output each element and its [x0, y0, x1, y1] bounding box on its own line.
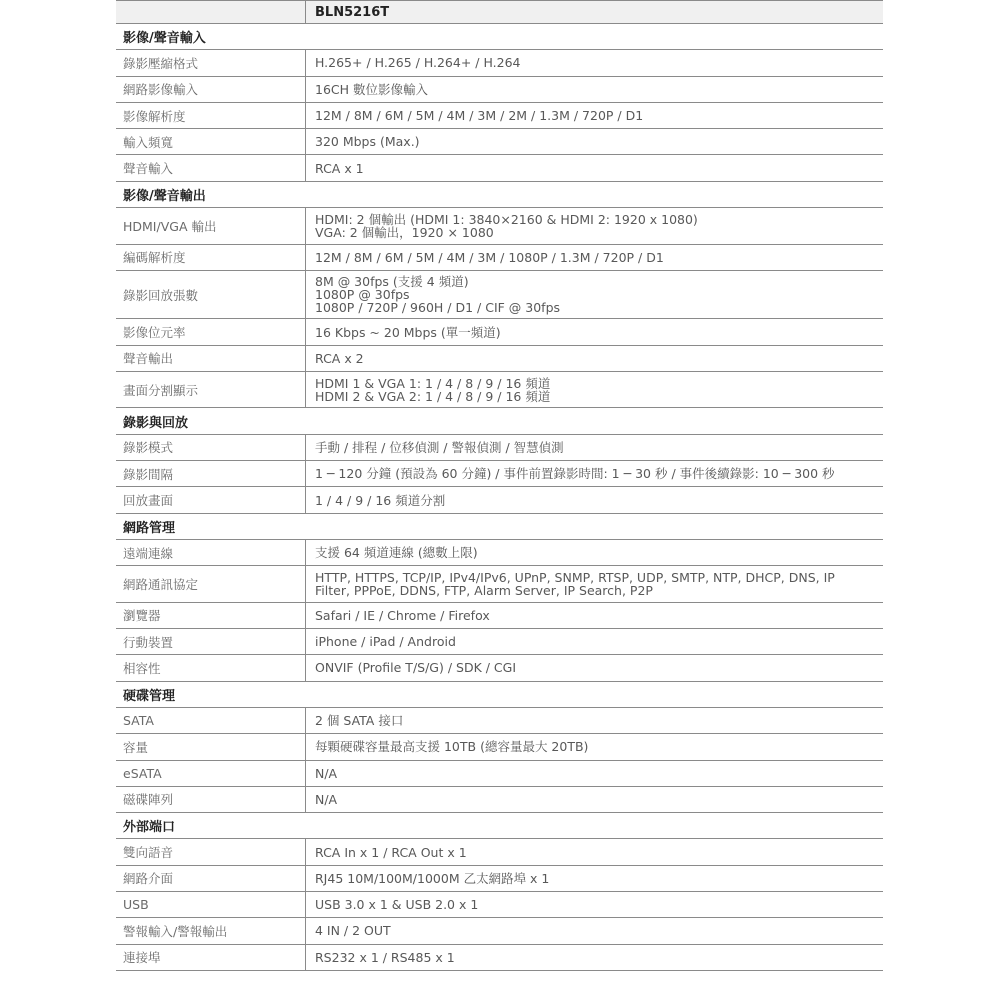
spec-value	[306, 603, 883, 628]
spec-label: SATA	[116, 708, 306, 733]
spec-value-line: 1 / 4 / 9 / 16 頻道分割	[315, 492, 446, 508]
spec-value	[306, 372, 883, 408]
spec-value-line: 8M @ 30fps (支援 4 頻道)	[315, 274, 469, 290]
spec-value-line: RS232 x 1 / RS485 x 1	[315, 949, 455, 965]
spec-row	[116, 787, 883, 813]
spec-label: HDMI/VGA 輸出	[116, 208, 306, 244]
spec-value-line: 支援 64 頻道連線 (總數上限)	[315, 545, 478, 561]
header-empty-cell	[116, 1, 306, 23]
spec-value-line: Filter, PPPoE, DDNS, FTP, Alarm Server, IP Search, P2P	[315, 583, 653, 598]
spec-value	[306, 708, 883, 733]
spec-value	[306, 461, 883, 486]
spec-label: 雙向語音	[116, 839, 306, 864]
spec-value-line: 4 IN / 2 OUT	[315, 923, 391, 939]
spec-label: 錄影模式	[116, 435, 306, 460]
spec-row	[116, 945, 883, 971]
model-name: BLN5216T	[315, 4, 390, 20]
spec-label: USB	[116, 892, 306, 917]
spec-label: 錄影回放張數	[116, 271, 306, 319]
table-header-row	[116, 0, 883, 24]
spec-row	[116, 540, 883, 566]
spec-value-line: HDMI: 2 個輸出 (HDMI 1: 3840×2160 & HDMI 2: 1920 x 1080)	[315, 211, 698, 227]
spec-label: 網路影像輸入	[116, 77, 306, 102]
spec-row	[116, 487, 883, 513]
spec-label: 遠端連線	[116, 540, 306, 565]
spec-row	[116, 50, 883, 76]
spec-label: 行動裝置	[116, 629, 306, 654]
spec-label: 警報輸入/警報輸出	[116, 918, 306, 943]
spec-row	[116, 271, 883, 320]
spec-value-line: 1080P / 720P / 960H / D1 / CIF @ 30fps	[315, 300, 561, 316]
section-heading: 錄影與回放	[116, 408, 883, 434]
spec-value	[306, 77, 883, 102]
spec-value	[306, 945, 883, 970]
spec-value	[306, 629, 883, 654]
spec-row	[116, 655, 883, 681]
spec-value-line: iPhone / iPad / Android	[315, 634, 456, 650]
spec-row	[116, 346, 883, 372]
spec-value	[306, 918, 883, 943]
spec-row	[116, 103, 883, 129]
spec-value	[306, 245, 883, 270]
section-heading: 影像/聲音輸出	[116, 182, 883, 208]
spec-row	[116, 603, 883, 629]
spec-value-line: N/A	[315, 791, 338, 807]
spec-value	[306, 892, 883, 917]
spec-row	[116, 77, 883, 103]
spec-value-line: 320 Mbps (Max.)	[315, 134, 420, 150]
spec-value	[306, 50, 883, 75]
spec-value-line: RCA x 2	[315, 350, 364, 366]
spec-value	[306, 540, 883, 565]
spec-label: 編碼解析度	[116, 245, 306, 270]
spec-row	[116, 866, 883, 892]
spec-row	[116, 461, 883, 487]
spec-value	[306, 787, 883, 812]
spec-row	[116, 918, 883, 944]
spec-value	[306, 346, 883, 371]
spec-value-line: 16 Kbps ~ 20 Mbps (單一頻道)	[315, 324, 501, 340]
spec-value	[306, 487, 883, 512]
spec-value-line: HDMI 2 & VGA 2: 1 / 4 / 8 / 9 / 16 頻道	[315, 388, 551, 404]
section-heading: 影像/聲音輸入	[116, 24, 883, 50]
spec-value-line: 1 ─ 120 分鐘 (預設為 60 分鐘) / 事件前置錄影時間: 1 ─ 30 秒 / 事件後續錄影: 10 ─ 300 秒	[315, 466, 835, 482]
spec-row	[116, 629, 883, 655]
spec-value-line: 16CH 數位影像輸入	[315, 81, 429, 97]
spec-label: 錄影壓縮格式	[116, 50, 306, 75]
section-heading: 外部端口	[116, 813, 883, 839]
spec-label: eSATA	[116, 761, 306, 786]
spec-label: 回放畫面	[116, 487, 306, 512]
spec-value-line: 2 個 SATA 接口	[315, 713, 404, 729]
spec-value-line: H.265+ / H.265 / H.264+ / H.264	[315, 55, 521, 71]
spec-row	[116, 435, 883, 461]
spec-row	[116, 839, 883, 865]
spec-label: 畫面分割顯示	[116, 372, 306, 408]
spec-value	[306, 435, 883, 460]
spec-label: 瀏覽器	[116, 603, 306, 628]
spec-row	[116, 892, 883, 918]
spec-row	[116, 208, 883, 245]
spec-value	[306, 655, 883, 680]
spec-value-line: 1080P @ 30fps	[315, 287, 410, 303]
spec-value-line: 12M / 8M / 6M / 5M / 4M / 3M / 1080P / 1.3M / 720P / D1	[315, 249, 664, 265]
spec-label: 聲音輸入	[116, 155, 306, 180]
spec-value	[306, 155, 883, 180]
spec-value-line: HTTP, HTTPS, TCP/IP, IPv4/IPv6, UPnP, SNMP, RTSP, UDP, SMTP, NTP, DHCP, DNS, IP	[315, 570, 835, 585]
spec-value-line: 12M / 8M / 6M / 5M / 4M / 3M / 2M / 1.3M / 720P / D1	[315, 108, 644, 124]
spec-row	[116, 129, 883, 155]
spec-label: 網路介面	[116, 866, 306, 891]
spec-label: 網路通訊協定	[116, 566, 306, 602]
spec-value-line: RCA x 1	[315, 160, 364, 176]
spec-value	[306, 761, 883, 786]
spec-row	[116, 319, 883, 345]
spec-row	[116, 708, 883, 734]
spec-body	[116, 24, 883, 971]
spec-value-line: VGA: 2 個輸出，1920 × 1080	[315, 224, 494, 240]
spec-label: 連接埠	[116, 945, 306, 970]
spec-value	[306, 734, 883, 759]
spec-value-line: RCA In x 1 / RCA Out x 1	[315, 844, 467, 860]
spec-value	[306, 866, 883, 891]
spec-row	[116, 566, 883, 603]
spec-value	[306, 839, 883, 864]
spec-value-line: Safari / IE / Chrome / Firefox	[315, 607, 490, 623]
spec-row	[116, 155, 883, 181]
spec-label: 輸入頻寬	[116, 129, 306, 154]
spec-label: 影像位元率	[116, 319, 306, 344]
spec-table	[116, 0, 883, 971]
spec-value	[306, 103, 883, 128]
spec-row	[116, 761, 883, 787]
spec-value-line: ONVIF (Profile T/S/G) / SDK / CGI	[315, 660, 517, 676]
spec-label: 聲音輸出	[116, 346, 306, 371]
spec-value-line: 手動 / 排程 / 位移偵測 / 警報偵測 / 智慧偵測	[315, 439, 564, 455]
spec-value	[306, 208, 883, 244]
spec-value-line: HDMI 1 & VGA 1: 1 / 4 / 8 / 9 / 16 頻道	[315, 375, 551, 391]
spec-row	[116, 734, 883, 760]
spec-value-line: 每顆硬碟容量最高支援 10TB (總容量最大 20TB)	[315, 739, 589, 755]
spec-value-line: USB 3.0 x 1 & USB 2.0 x 1	[315, 897, 479, 913]
spec-label: 相容性	[116, 655, 306, 680]
spec-label: 錄影間隔	[116, 461, 306, 486]
spec-value	[306, 271, 883, 319]
spec-value-line: N/A	[315, 765, 338, 781]
spec-label: 影像解析度	[116, 103, 306, 128]
spec-value	[306, 129, 883, 154]
spec-label: 磁碟陣列	[116, 787, 306, 812]
spec-value-line: RJ45 10M/100M/1000M 乙太網路埠 x 1	[315, 870, 550, 886]
spec-label: 容量	[116, 734, 306, 759]
spec-row	[116, 245, 883, 271]
spec-row	[116, 372, 883, 409]
spec-value	[306, 566, 883, 602]
section-heading: 硬碟管理	[116, 682, 883, 708]
spec-value	[306, 319, 883, 344]
section-heading: 網路管理	[116, 514, 883, 540]
